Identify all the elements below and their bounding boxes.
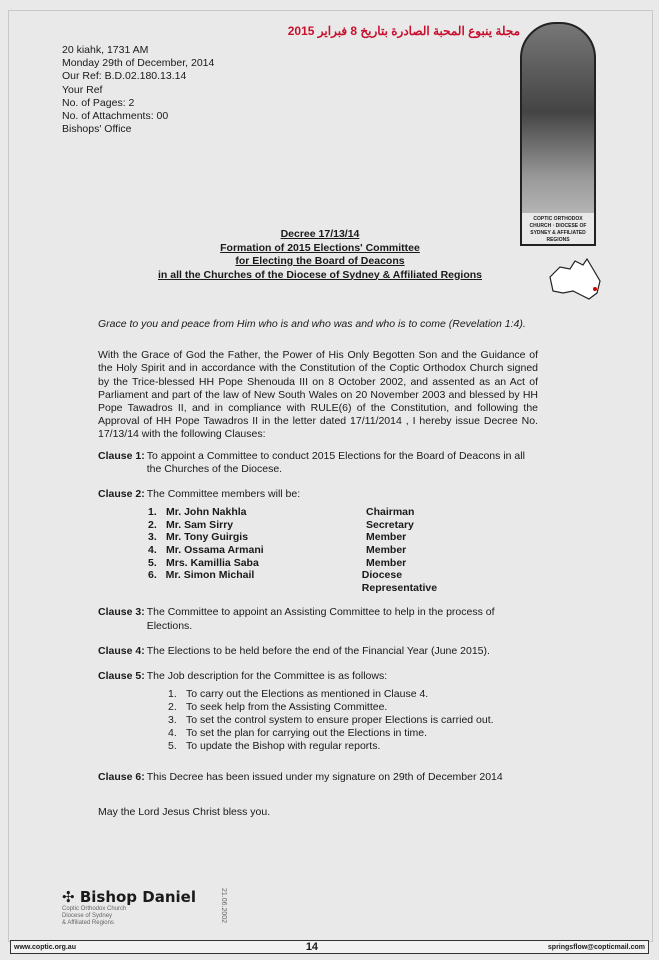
clause-1	[98, 450, 538, 476]
job-number: 4.	[168, 727, 177, 740]
decree-body	[98, 318, 538, 820]
member-role: Member	[366, 531, 407, 544]
member-number: 5.	[148, 556, 157, 569]
job-number: 3.	[168, 714, 177, 727]
member-row	[148, 569, 478, 594]
header-line: Bishops' Office	[62, 123, 132, 136]
member-role: Secretary	[366, 518, 414, 531]
clause-text: To appoint a Committee to conduct 2015 Elections for the Board of Deacons in all the Churches of the Diocese.	[146, 449, 525, 475]
header-line: No. of Attachments: 00	[62, 110, 169, 123]
decree-title-line: in all the Churches of the Diocese of Sydney & Affiliated Regions	[158, 268, 482, 281]
job-text: To set the plan for carrying out the Elections in time.	[186, 727, 428, 740]
member-name: Mr. Ossama Armani	[166, 544, 264, 557]
clause-text: This Decree has been issued under my signature on 29th of December 2014	[146, 771, 503, 784]
clause-6	[98, 771, 538, 784]
church-logo	[520, 22, 596, 246]
blessing: May the Lord Jesus Christ bless you.	[98, 806, 271, 819]
header-line: Our Ref: B.D.02.180.13.14	[62, 70, 187, 83]
clause-3	[98, 606, 538, 632]
committee-members-list	[148, 506, 478, 594]
job-number: 1.	[168, 688, 177, 701]
signature-line: Diocese of Sydney	[62, 913, 113, 919]
member-row	[148, 557, 478, 570]
clause-label: Clause 6:	[98, 771, 145, 784]
job-description-list	[168, 688, 538, 753]
clause-label: Clause 2:	[98, 488, 145, 501]
signature-name: Bishop Daniel	[79, 888, 196, 906]
member-row	[148, 531, 478, 544]
member-name: Mr. Sam Sirry	[166, 518, 234, 531]
clause-label: Clause 1:	[98, 449, 145, 462]
member-row	[148, 519, 478, 532]
member-name: Mrs. Kamillia Saba	[166, 556, 259, 569]
member-number: 4.	[148, 544, 157, 557]
clause-text: The Elections to be held before the end of the Financial Year (June 2015).	[146, 644, 490, 657]
job-item	[168, 727, 538, 740]
signature-stamp	[62, 888, 227, 927]
job-item	[168, 688, 538, 701]
decree-title	[120, 228, 520, 282]
job-number: 5.	[168, 740, 177, 753]
job-item	[168, 714, 538, 727]
member-number: 2.	[148, 518, 157, 531]
letter-header	[62, 44, 214, 136]
page-number: 14	[305, 941, 319, 953]
job-text: To set the control system to ensure proper Elections is carried out.	[186, 714, 494, 727]
member-row	[148, 506, 478, 519]
clause-4	[98, 645, 538, 658]
decree-title-line: for Electing the Board of Deacons	[235, 255, 405, 267]
member-name: Mr. John Nakhla	[166, 506, 247, 519]
job-item	[168, 740, 538, 753]
job-text: To seek help from the Assisting Committee.	[186, 701, 388, 714]
job-number: 2.	[168, 701, 177, 714]
job-text: To carry out the Elections as mentioned in Clause 4.	[186, 688, 429, 701]
clause-5	[98, 670, 538, 683]
clause-text: The Committee members will be:	[146, 488, 301, 501]
member-number: 6.	[148, 569, 157, 582]
decree-title-line: Formation of 2015 Elections' Committee	[220, 241, 420, 254]
header-line: No. of Pages: 2	[62, 96, 135, 109]
member-role: Diocese Representative	[361, 569, 438, 594]
decree-number: Decree 17/13/14	[280, 228, 360, 240]
job-item	[168, 701, 538, 714]
clause-2	[98, 488, 538, 501]
member-role: Chairman	[366, 506, 415, 519]
header-line: 20 kiahk, 1731 AM	[62, 44, 149, 56]
member-number: 1.	[148, 506, 157, 519]
header-line: Your Ref	[62, 83, 103, 96]
arabic-heading: مجلة ينبوع المحبة الصادرة بتاريخ 8 فبراير 2015	[287, 24, 520, 38]
member-row	[148, 544, 478, 557]
cross-icon: ✣	[62, 888, 75, 906]
signature-line: Coptic Orthodox Church	[62, 906, 127, 912]
clause-label: Clause 5:	[98, 670, 145, 682]
clause-label: Clause 3:	[98, 606, 145, 619]
footer-email-link[interactable]: springsflow@copticmail.com	[547, 943, 645, 951]
logo-text: COPTIC ORTHODOX CHURCH · DIOCESE OF SYDNEY & AFFILIATED REGIONS	[520, 213, 596, 246]
signature-line: & Affiliated Regions	[62, 920, 114, 926]
member-role: Member	[366, 544, 407, 557]
page-footer	[10, 940, 649, 954]
member-role: Member	[366, 556, 407, 569]
member-name: Mr. Simon Michail	[165, 569, 255, 582]
member-number: 3.	[148, 531, 157, 544]
clause-text: The Job description for the Committee is as follows:	[146, 670, 388, 682]
intro-paragraph: With the Grace of God the Father, the Power of His Only Begotten Son and the Guidance of the Holy Spirit and in accordance with the Constitution of the Coptic Orthodox Church signed by the Trice-blessed HH Pope Shenouda III on 8 October 2002, and assented as an Act of Parliament and part of the law of New South Wales on 20 November 2003 and blessed by HH Pope Tawadros II, and in compliance with RULE(6) of the Constitution, and following the Approval of HH Pope Tawadros II in the letter dated 17/11/2014 , I hereby issue Decree No. 17/13/14 with the following Clauses:	[98, 349, 538, 441]
member-name: Mr. Tony Guirgis	[166, 531, 249, 544]
signature-date: 21.06.2002	[220, 888, 227, 924]
clause-text: The Committee to appoint an Assisting Committee to help in the process of Elections.	[146, 606, 495, 632]
job-text: To update the Bishop with regular reports.	[186, 740, 381, 753]
australia-map-icon	[545, 255, 605, 305]
footer-website-link[interactable]: www.coptic.org.au	[14, 943, 76, 951]
greeting: Grace to you and peace from Him who is and who was and who is to come (Revelation 1:4).	[98, 318, 526, 330]
clause-label: Clause 4:	[98, 644, 145, 657]
header-line: Monday 29th of December, 2014	[62, 57, 215, 70]
